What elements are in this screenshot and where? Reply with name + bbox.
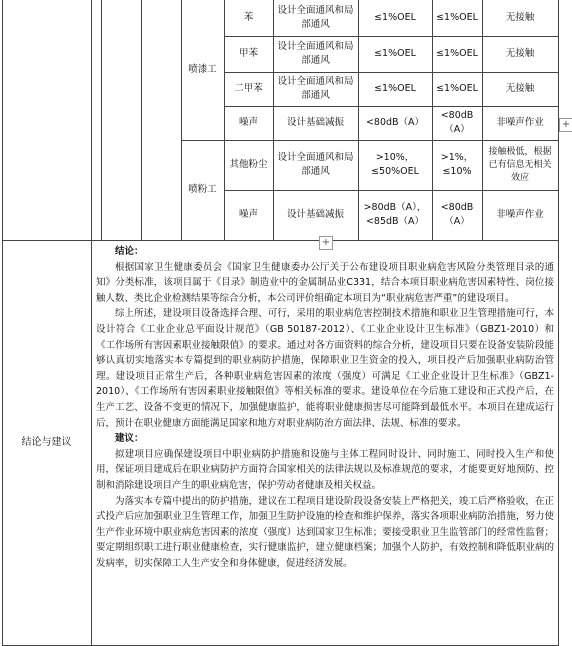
table-cell-conclusion: 接触极低，根据已有信息无相关效应 [488, 146, 552, 183]
table-cell-substance: 二甲苯 [234, 83, 263, 94]
table-cell-measure: 设计全面通风和局部通风 [277, 152, 354, 177]
conclusion-paragraph: 根据国家卫生健康委员会《国家卫生健康委办公厅关于公布建设项目职业病危害风险分类管理目录的通知》分类标准，该项目属于《目录》制造业中的金属制品业C331，结合本项目职业病危害因素特性、岗位接触人数、类比企业检测结果等综合分析，本公司评价组确定本项目为“职业病危害严重”的建设项目。 [96, 261, 554, 304]
suggestion-paragraph: 拟建项目应确保建设项目中职业病防护措施和设施与主体工程同时设计、同时施工、同时投入生产和使用，保证项目建成后在职业病防护方面符合国家相关的法律法规以及标准规范的要求，才能要更好地预防、控制和消除建设项目产生的职业病危害，保护劳动者健康及相关权益。 [96, 448, 554, 491]
table-cell-conclusion: 非噪声作业 [496, 209, 544, 220]
table-cell-limit: >10%，≤50%OEL [371, 152, 419, 177]
conclusion-paragraph: 综上所述，建设项目设备选择合理、可行，采用的职业病危害控制技术措施和职业卫生管理措施可行，本设计符合《工业企业总平面设计规范》（GB 50187-2012）、《工业企业设计卫生标准》（GBZ1-2010）和《工作场所有害因素职业接触限值》的要求。通过对各方面资料的综合分析，建设项目只要在设备安装阶段能够认真切实地落实本专篇提到的职业病防护措施，保障职业卫生资金的投入，项目投产后加强职业病防治管理。建设项目正常生产后，各种职业病危害因素的浓度（强度）可满足《工业企业设计卫生标准》（GBZ1-2010）、《工作场所有害因素职业接触限值》等相关标准的要求。建设单位在今后施工建设和正式投产后，在生产工艺、设备不变更的情况下，加强健康监护，能将职业健康损害尽可能降到最低水平。本项目在建成运行后，预计在职业健康方面能满足国家和地方对职业病防治方面法律、法规、标准的要求。 [96, 308, 554, 429]
table-cell-measure: 设计全面通风和局部通风 [277, 76, 354, 101]
row-add-icon[interactable]: + [559, 118, 572, 132]
table-cell-conclusion: 无接触 [505, 12, 535, 23]
table-cell-substance: 噪声 [238, 117, 258, 128]
table-cell-result: >1%，≤10% [440, 152, 474, 177]
table-cell-conclusion: 无接触 [505, 83, 535, 94]
suggestion-heading: 建议： [115, 433, 144, 445]
table-cell-result: ≤1%OEL [436, 48, 478, 59]
table-cell-measure: 设计基础减振 [286, 117, 344, 128]
table-cell-measure: 设计基础减振 [286, 209, 344, 220]
table-cell-conclusion: 无接触 [505, 48, 535, 59]
table-cell-limit: ≤1%OEL [374, 48, 416, 59]
process-label-painting: 喷漆工 [188, 64, 217, 75]
suggestion-paragraph: 为落实本专篇中提出的防护措施，建议在工程项目建设阶段设备安装上严格把关，竣工后严格验收，在正式投产后应加强职业卫生管理工作，加强卫生防护设施的检查和维护保养，落实各项职业病防治措施，努力使生产作业环境中职业病危害因素的浓度（强度）达到国家卫生标准；要接受职业卫生监管部门的经常性监督；要定期组织职工进行职业健康检查，实行健康监护，建立健康档案；加强个人防护，有效控制和降低职业病的发病率，切实保障工人生产安全和身体健康，促进经济发展。 [96, 495, 554, 569]
conclusion-heading: 结论： [115, 246, 144, 257]
table-cell-result: ≤1%OEL [436, 12, 478, 23]
table-cell-result: <80dB（A） [440, 202, 474, 227]
table-cell-substance: 甲苯 [238, 48, 258, 59]
table-cell-measure: 设计全面通风和局部通风 [277, 41, 354, 66]
conclusion-text [92, 244, 558, 571]
table-cell-measure: 设计全面通风和局部通风 [277, 5, 354, 30]
table-cell-substance: 噪声 [238, 209, 258, 220]
table-cell-substance: 其他粉尘 [229, 159, 268, 170]
table-cell-limit: ≤1%OEL [374, 83, 416, 94]
table-cell-result: <80dB（A） [440, 110, 474, 135]
section-label-conclusion: 结论与建议 [21, 436, 72, 448]
table-cell-result: ≤1%OEL [436, 83, 478, 94]
table-cell-limit: <80dB（A） [365, 117, 425, 128]
table-cell-substance: 苯 [243, 12, 254, 23]
row-add-icon[interactable]: + [319, 236, 333, 250]
table-cell-conclusion: 非噪声作业 [496, 117, 544, 128]
table-cell-limit: ≤1%OEL [374, 12, 416, 23]
process-label-powder: 喷粉工 [188, 184, 217, 195]
table-cell-limit: >80dB（A），<85dB（A） [363, 202, 427, 227]
